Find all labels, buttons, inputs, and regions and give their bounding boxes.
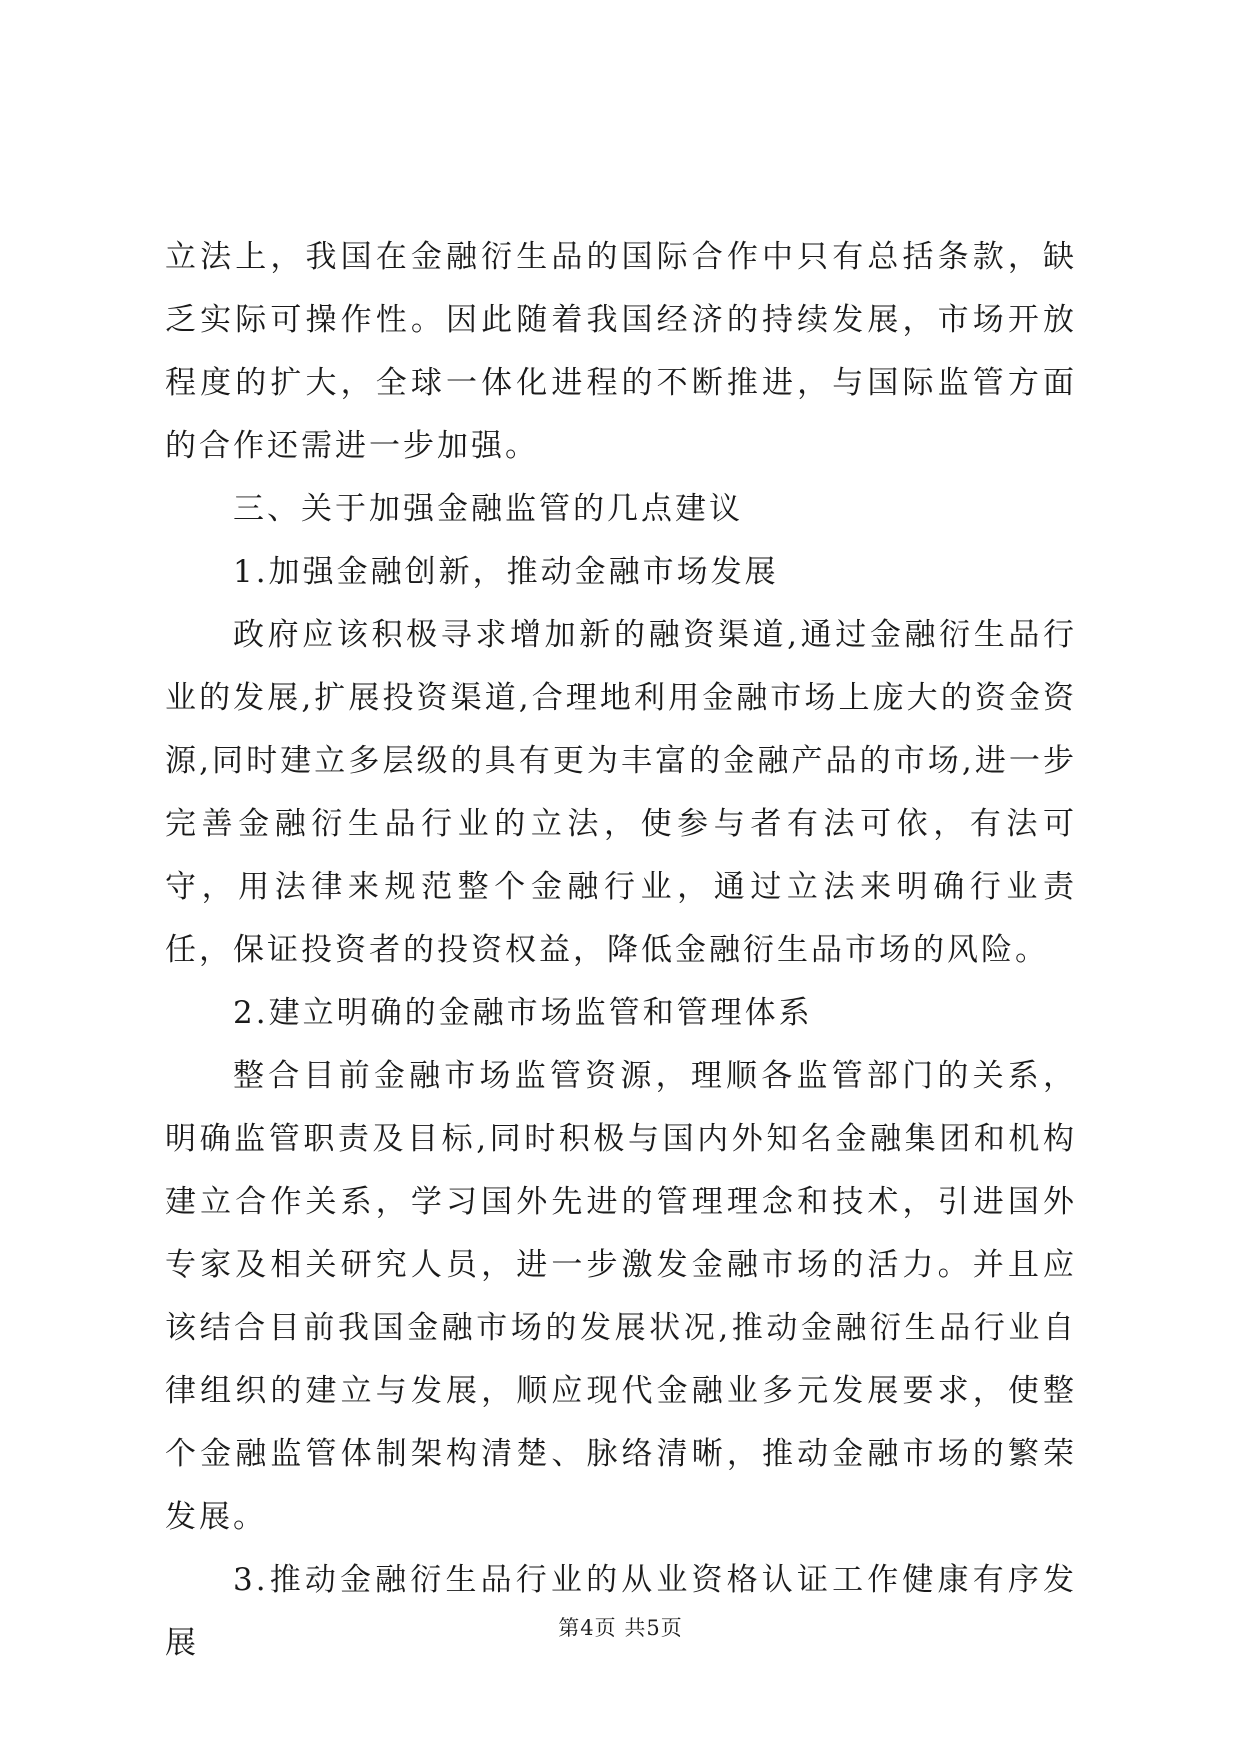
- paragraph-intl-cooperation: 立法上，我国在金融衍生品的国际合作中只有总括条款，缺乏实际可操作性。因此随着我国经济的持续发展，市场开放程度的扩大，全球一体化进程的不断推进，与国际监管方面的合作还需进一步加强。: [165, 239, 1077, 464]
- subheading-supervision-system: 2.建立明确的金融市场监管和管理体系: [233, 995, 813, 1031]
- subheading-qualification-certification: 3.推动金融衍生品行业的从业资格认证工作健康有序发展: [165, 1562, 1077, 1661]
- page-number-footer: 第4页 共5页: [558, 1616, 683, 1640]
- document-body: [165, 226, 1077, 1675]
- paragraph-financing-channels: 政府应该积极寻求增加新的融资渠道,通过金融衍生品行业的发展,扩展投资渠道,合理地利用金融市场上庞大的资金资源,同时建立多层级的具有更为丰富的金融产品的市场,进一步完善金融衍生品行业的立法，使参与者有法可依，有法可守，用法律来规范整个金融行业，通过立法来明确行业责任，保证投资者的投资权益，降低金融衍生品市场的风险。: [165, 617, 1077, 968]
- subheading-financial-innovation: 1.加强金融创新，推动金融市场发展: [233, 554, 779, 590]
- paragraph-supervision-resources: 整合目前金融市场监管资源，理顺各监管部门的关系，明确监管职责及目标,同时积极与国内外知名金融集团和机构建立合作关系，学习国外先进的管理理念和技术，引进国外专家及相关研究人员，进一步激发金融市场的活力。并且应该结合目前我国金融市场的发展状况,推动金融衍生品行业自律组织的建立与发展，顺应现代金融业多元发展要求，使整个金融监管体制架构清楚、脉络清晰，推动金融市场的繁荣发展。: [165, 1058, 1077, 1535]
- section-heading-suggestions: 三、关于加强金融监管的几点建议: [233, 491, 743, 527]
